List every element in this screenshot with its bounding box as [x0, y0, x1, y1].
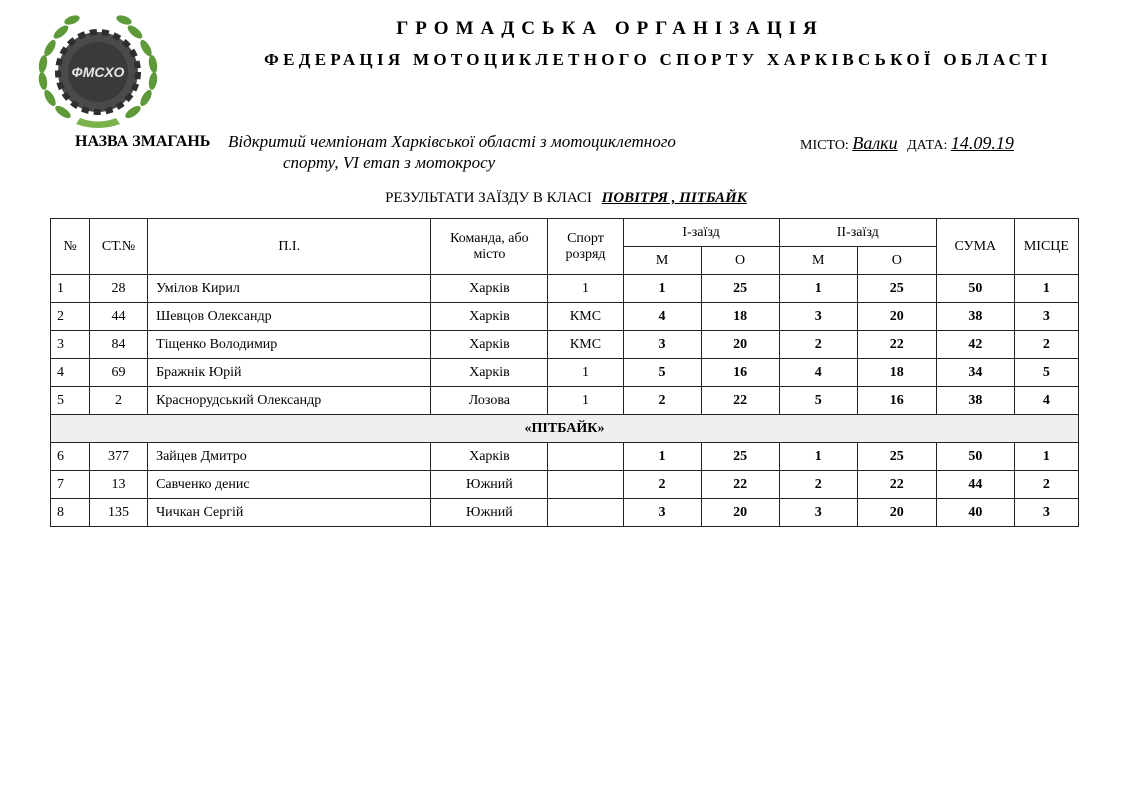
cell-no: 6 [51, 443, 90, 471]
cell-name: Бражнік Юрій [148, 359, 431, 387]
cell-start-no: 28 [90, 275, 148, 303]
cell-team: Харків [431, 331, 548, 359]
cell-team: Харків [431, 359, 548, 387]
cell-m1: 2 [623, 471, 701, 499]
cell-place: 3 [1014, 499, 1078, 527]
cell-team: Лозова [431, 387, 548, 415]
cell-o2: 20 [857, 499, 936, 527]
competition-meta [800, 133, 1014, 154]
cell-place: 2 [1014, 331, 1078, 359]
cell-start-no: 13 [90, 471, 148, 499]
cell-name: Чичкан Сергій [148, 499, 431, 527]
header-race2-m: М [779, 247, 857, 275]
header-race1: І-заїзд [623, 219, 779, 247]
cell-o2: 22 [857, 471, 936, 499]
cell-start-no: 135 [90, 499, 148, 527]
cell-team: Харків [431, 443, 548, 471]
cell-o2: 16 [857, 387, 936, 415]
cell-rank: 1 [548, 359, 623, 387]
cell-o1: 25 [701, 275, 779, 303]
header-sum: СУМА [936, 219, 1014, 275]
cell-rank: 1 [548, 387, 623, 415]
cell-sum: 50 [936, 443, 1014, 471]
cell-team: Южний [431, 471, 548, 499]
header-no: № [51, 219, 90, 275]
cell-name: Шевцов Олександр [148, 303, 431, 331]
cell-sum: 40 [936, 499, 1014, 527]
results-title-label: РЕЗУЛЬТАТИ ЗАЇЗДУ В КЛАСІ [385, 190, 592, 206]
cell-o1: 16 [701, 359, 779, 387]
cell-team: Харків [431, 303, 548, 331]
cell-o2: 22 [857, 331, 936, 359]
cell-m2: 2 [779, 471, 857, 499]
cell-sum: 34 [936, 359, 1014, 387]
header-rank: Спорт розряд [548, 219, 623, 275]
cell-m2: 3 [779, 303, 857, 331]
cell-no: 8 [51, 499, 90, 527]
results-title [0, 190, 1132, 207]
cell-team: Харків [431, 275, 548, 303]
cell-o1: 25 [701, 443, 779, 471]
table-row [51, 359, 1079, 387]
cell-o1: 18 [701, 303, 779, 331]
header-team: Команда, або місто [431, 219, 548, 275]
city-value: Валки [852, 133, 898, 153]
org-title-line2: ФЕДЕРАЦІЯ МОТОЦИКЛЕТНОГО СПОРТУ ХАРКІВСЬКОЇ ОБЛАСТІ [264, 50, 1052, 69]
competition-label: НАЗВА ЗМАГАНЬ [75, 133, 211, 150]
results-table [50, 218, 1079, 527]
section-label: «ПІТБАЙК» [51, 415, 1079, 443]
cell-place: 1 [1014, 443, 1078, 471]
cell-no: 5 [51, 387, 90, 415]
competition-name [228, 131, 738, 173]
date-label: ДАТА: [907, 138, 948, 153]
cell-sum: 42 [936, 331, 1014, 359]
header-name: П.І. [148, 219, 431, 275]
cell-rank: КМС [548, 331, 623, 359]
results-class-name: ПОВІТРЯ , ПІТБАЙК [601, 190, 747, 206]
cell-o1: 20 [701, 499, 779, 527]
header-start-no: СТ.№ [90, 219, 148, 275]
cell-rank: 1 [548, 275, 623, 303]
cell-m2: 3 [779, 499, 857, 527]
cell-o2: 25 [857, 275, 936, 303]
cell-start-no: 84 [90, 331, 148, 359]
section-row [51, 415, 1079, 443]
cell-o2: 20 [857, 303, 936, 331]
cell-name: Зайцев Дмитро [148, 443, 431, 471]
cell-name: Краснорудський Олександр [148, 387, 431, 415]
table-row [51, 499, 1079, 527]
cell-no: 3 [51, 331, 90, 359]
cell-place: 1 [1014, 275, 1078, 303]
header-place: МІСЦЕ [1014, 219, 1078, 275]
cell-m1: 5 [623, 359, 701, 387]
cell-start-no: 377 [90, 443, 148, 471]
cell-name: Умілов Кирил [148, 275, 431, 303]
cell-name: Тіщенко Володимир [148, 331, 431, 359]
table-row [51, 303, 1079, 331]
header-race2-o: О [857, 247, 936, 275]
cell-m1: 4 [623, 303, 701, 331]
cell-m1: 1 [623, 443, 701, 471]
cell-rank [548, 499, 623, 527]
cell-start-no: 69 [90, 359, 148, 387]
cell-sum: 44 [936, 471, 1014, 499]
cell-no: 1 [51, 275, 90, 303]
cell-m1: 3 [623, 499, 701, 527]
header-race2: ІІ-заїзд [779, 219, 936, 247]
cell-m2: 5 [779, 387, 857, 415]
cell-sum: 50 [936, 275, 1014, 303]
table-row [51, 387, 1079, 415]
cell-rank: КМС [548, 303, 623, 331]
cell-m1: 1 [623, 275, 701, 303]
table-row [51, 471, 1079, 499]
cell-place: 4 [1014, 387, 1078, 415]
cell-team: Южний [431, 499, 548, 527]
table-row [51, 443, 1079, 471]
header-race1-m: М [623, 247, 701, 275]
cell-m2: 2 [779, 331, 857, 359]
cell-start-no: 2 [90, 387, 148, 415]
city-label: МІСТО: [800, 138, 849, 153]
cell-no: 4 [51, 359, 90, 387]
cell-start-no: 44 [90, 303, 148, 331]
cell-o2: 25 [857, 443, 936, 471]
cell-m1: 2 [623, 387, 701, 415]
cell-m2: 1 [779, 443, 857, 471]
header-race1-o: О [701, 247, 779, 275]
cell-sum: 38 [936, 387, 1014, 415]
cell-rank [548, 471, 623, 499]
cell-name: Савченко денис [148, 471, 431, 499]
federation-logo [28, 8, 168, 136]
cell-no: 7 [51, 471, 90, 499]
cell-place: 5 [1014, 359, 1078, 387]
cell-place: 3 [1014, 303, 1078, 331]
logo-text: ФМСХО [71, 64, 125, 80]
cell-rank [548, 443, 623, 471]
table-row [51, 331, 1079, 359]
cell-sum: 38 [936, 303, 1014, 331]
cell-m2: 4 [779, 359, 857, 387]
cell-o1: 22 [701, 387, 779, 415]
date-value: 14.09.19 [950, 133, 1014, 153]
cell-m1: 3 [623, 331, 701, 359]
cell-o1: 22 [701, 471, 779, 499]
cell-o1: 20 [701, 331, 779, 359]
competition-name-line1: Відкритий чемпіонат Харківської області з мотоциклетного [228, 132, 676, 151]
cell-place: 2 [1014, 471, 1078, 499]
table-row [51, 275, 1079, 303]
competition-name-line2: спорту, VI етап з мотокросу [283, 153, 496, 172]
cell-m2: 1 [779, 275, 857, 303]
org-title-line1: ГРОМАДСЬКА ОРГАНІЗАЦІЯ [396, 18, 824, 39]
cell-no: 2 [51, 303, 90, 331]
cell-o2: 18 [857, 359, 936, 387]
